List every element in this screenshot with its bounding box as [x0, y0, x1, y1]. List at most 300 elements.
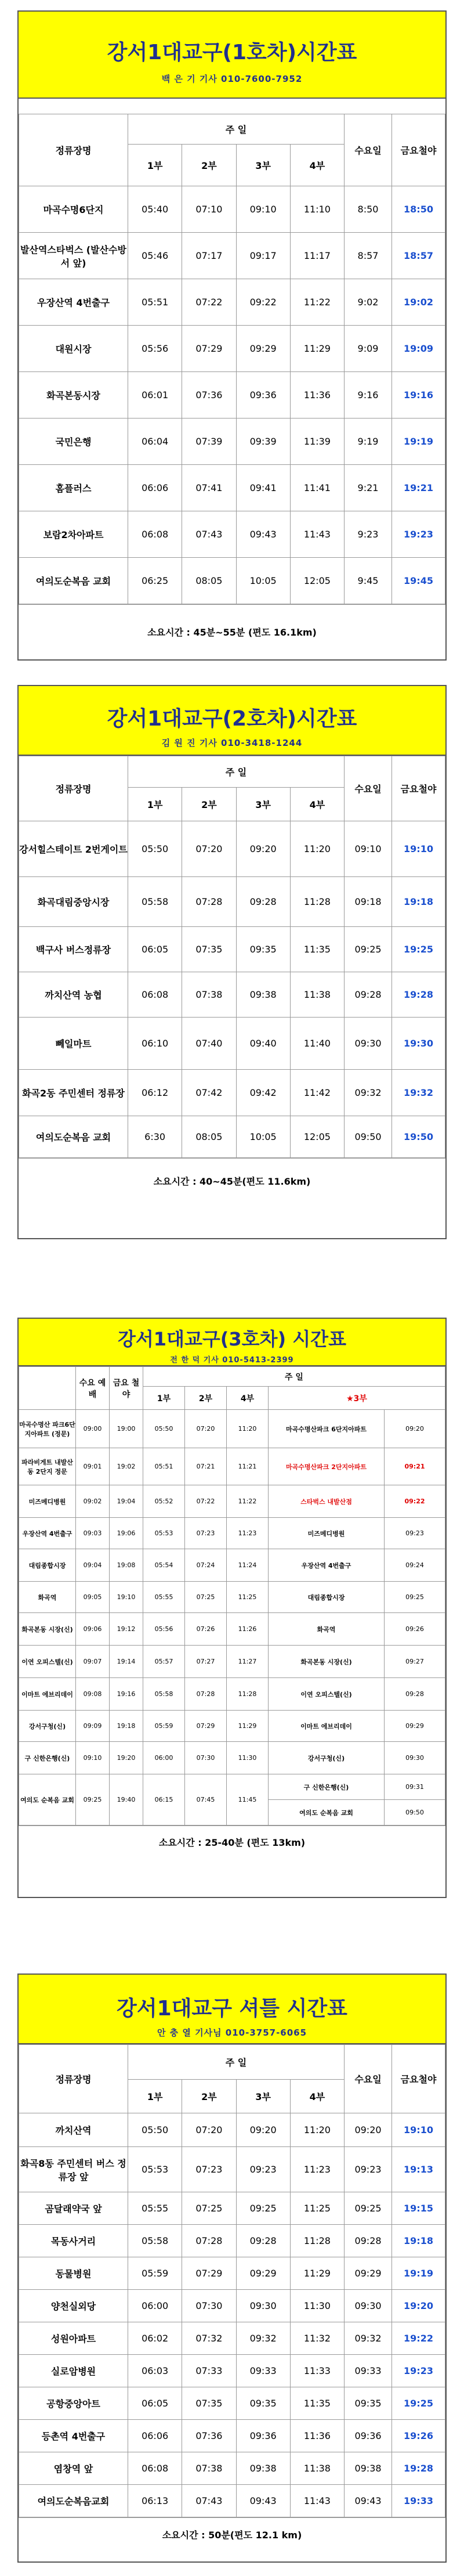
- stop-name: 화곡본동 시장(신): [19, 1613, 76, 1646]
- wed-time: 09:43: [345, 2485, 392, 2517]
- stop-name: 등촌역 4번출구: [19, 2420, 128, 2452]
- time-cell: 11:32: [290, 2322, 344, 2355]
- stop-name: 양천실외당: [19, 2290, 128, 2322]
- time-cell: 06:06: [128, 465, 182, 511]
- wed-time: 09:28: [345, 2225, 392, 2257]
- col-fri-header: 금요철야: [392, 2045, 445, 2113]
- time-cell: 09:25: [236, 2192, 290, 2225]
- time-cell: 11:38: [290, 972, 344, 1018]
- time-cell: 11:43: [290, 2485, 344, 2517]
- time-cell: 11:10: [290, 186, 344, 233]
- time-cell: 07:29: [182, 2257, 236, 2290]
- stop-name: 동물병원: [19, 2257, 128, 2290]
- table-row: [19, 821, 445, 877]
- table-row: [19, 1711, 445, 1742]
- time-cell: 07:35: [182, 2387, 236, 2420]
- table-row: [19, 2192, 445, 2225]
- stop-name: 뻬일마트: [19, 1018, 128, 1070]
- time-cell: 07:36: [182, 2420, 236, 2452]
- table-row: [19, 372, 445, 418]
- time-cell: 07:26: [185, 1613, 227, 1646]
- wed-time: 09:35: [345, 2387, 392, 2420]
- table-row: [19, 1646, 445, 1678]
- wed-time: 09:32: [345, 2322, 392, 2355]
- time-cell: 07:40: [182, 1018, 236, 1070]
- time-cell: 06:08: [128, 972, 182, 1018]
- service3-stop: 마곡수명산파크 2단지아파트: [269, 1448, 385, 1485]
- time-cell: 10:05: [236, 1116, 290, 1158]
- table-row: [19, 511, 445, 558]
- service3-time: 09:30: [385, 1742, 445, 1774]
- service3-stop: 마곡수명산파크 6단지아파트: [269, 1410, 385, 1448]
- time-cell: 08:05: [182, 1116, 236, 1158]
- table-row: [19, 279, 445, 326]
- col-service-1: 1부: [128, 788, 182, 821]
- time-cell: 12:05: [290, 558, 344, 604]
- fri-time: 19:02: [110, 1448, 143, 1485]
- wed-time: 09:33: [345, 2355, 392, 2387]
- card-header: [19, 1975, 445, 2044]
- fri-time: 19:25: [392, 927, 445, 972]
- time-cell: 05:51: [128, 279, 182, 326]
- wed-time: 09:23: [345, 2147, 392, 2192]
- table-row: [19, 1742, 445, 1774]
- stop-name: 홈플러스: [19, 465, 128, 511]
- wed-time: 09:02: [76, 1485, 110, 1518]
- stop-name: 이연 오피스텔(신): [19, 1646, 76, 1678]
- table-row: [19, 233, 445, 279]
- wed-time: 09:06: [76, 1613, 110, 1646]
- col-service-1: 1부: [128, 2080, 182, 2113]
- time-cell: 07:38: [182, 972, 236, 1018]
- time-cell: 11:17: [290, 233, 344, 279]
- stop-name: 화곡역: [19, 1582, 76, 1613]
- table-row: [19, 2147, 445, 2192]
- col-fri-header: 금요 철야: [110, 1367, 143, 1410]
- time-cell: 09:28: [236, 2225, 290, 2257]
- time-cell: 09:23: [236, 2147, 290, 2192]
- wed-time: 9:09: [345, 326, 392, 372]
- time-cell: 06:08: [128, 2452, 182, 2485]
- time-cell: 11:22: [227, 1485, 269, 1518]
- table-row: [19, 1582, 445, 1613]
- service3-stop: 화곡역: [269, 1613, 385, 1646]
- time-cell: 07:22: [185, 1485, 227, 1518]
- stop-name: 대원시장: [19, 326, 128, 372]
- col-wed-header: 수요 예배: [76, 1367, 110, 1410]
- stop-name: 까치산역 농협: [19, 972, 128, 1018]
- wed-time: 09:18: [345, 877, 392, 927]
- col-stop-header: 정류장명: [19, 114, 128, 186]
- table-row: [19, 1410, 445, 1448]
- col-service-2: 2부: [182, 2080, 236, 2113]
- stop-name: 목동사거리: [19, 2225, 128, 2257]
- time-cell: 06:01: [128, 372, 182, 418]
- time-cell: 11:25: [227, 1582, 269, 1613]
- col-wed-header: 수요일: [345, 2045, 392, 2113]
- time-cell: 07:21: [185, 1448, 227, 1485]
- col-service-2: 2부: [182, 145, 236, 186]
- card-title: 강서1대교구 셔틀 시간표: [117, 1997, 347, 2021]
- fri-time: 19:13: [392, 2147, 445, 2192]
- stop-name: 강서힐스테이트 2번게이트: [19, 821, 128, 877]
- wed-time: 09:08: [76, 1678, 110, 1711]
- time-cell: 05:58: [128, 2225, 182, 2257]
- service3-stop: 여의도 순복음 교회: [269, 1800, 385, 1825]
- time-cell: 11:35: [290, 927, 344, 972]
- timetable: [19, 1366, 445, 1825]
- time-cell: 09:36: [236, 372, 290, 418]
- time-cell: 09:39: [236, 418, 290, 465]
- wed-time: 09:38: [345, 2452, 392, 2485]
- stop-name: 염창역 앞: [19, 2452, 128, 2485]
- wed-time: 09:29: [345, 2257, 392, 2290]
- time-cell: 06:06: [128, 2420, 182, 2452]
- wed-time: 09:05: [76, 1582, 110, 1613]
- wed-time: 9:21: [345, 465, 392, 511]
- fri-time: 19:23: [392, 511, 445, 558]
- fri-time: 19:10: [392, 821, 445, 877]
- time-cell: 06:00: [128, 2290, 182, 2322]
- fri-time: 19:18: [392, 2225, 445, 2257]
- service3-time: 09:27: [385, 1646, 445, 1678]
- fri-time: 19:14: [110, 1646, 143, 1678]
- travel-time-footer: 소요시간 : 40~45분(편도 11.6km): [19, 1158, 445, 1205]
- fri-time: 19:19: [392, 2257, 445, 2290]
- fri-time: 18:50: [392, 186, 445, 233]
- service3-time: 09:26: [385, 1613, 445, 1646]
- table-row: [19, 927, 445, 972]
- wed-time: 09:30: [345, 1018, 392, 1070]
- fri-time: 19:20: [392, 2290, 445, 2322]
- service3-stop: 화곡본동 시장(신): [269, 1646, 385, 1678]
- wed-time: 09:09: [76, 1711, 110, 1742]
- col-stop-header: 정류장명: [19, 756, 128, 821]
- fri-time: 19:20: [110, 1742, 143, 1774]
- time-cell: 07:33: [182, 2355, 236, 2387]
- time-cell: 11:36: [290, 2420, 344, 2452]
- time-cell: 07:20: [182, 2113, 236, 2147]
- time-cell: 07:23: [185, 1518, 227, 1549]
- stop-name: 여의도 순복음 교회: [19, 1774, 76, 1825]
- time-cell: 06:03: [128, 2355, 182, 2387]
- time-cell: 09:40: [236, 1018, 290, 1070]
- time-cell: 06:15: [143, 1774, 185, 1825]
- stop-name: 우장산역 4번출구: [19, 1518, 76, 1549]
- service3-time: 09:24: [385, 1549, 445, 1582]
- fri-time: 19:08: [110, 1549, 143, 1582]
- fri-time: 19:40: [110, 1774, 143, 1825]
- service3-time: 09:29: [385, 1711, 445, 1742]
- fri-time: 19:28: [392, 972, 445, 1018]
- time-cell: 06:12: [128, 1070, 182, 1116]
- fri-time: 19:22: [392, 2322, 445, 2355]
- time-cell: 07:28: [182, 2225, 236, 2257]
- time-cell: 08:05: [182, 558, 236, 604]
- stop-name: 까치산역: [19, 2113, 128, 2147]
- time-cell: 11:20: [227, 1410, 269, 1448]
- col-sunday-header: 주 일: [128, 114, 345, 145]
- service3-time: 09:28: [385, 1678, 445, 1711]
- service3-stop: 이마트 에브리데이: [269, 1711, 385, 1742]
- stop-name: 여의도순복음 교회: [19, 558, 128, 604]
- time-cell: 07:30: [182, 2290, 236, 2322]
- card-title: 강서1대교구(3호차) 시간표: [117, 1328, 347, 1350]
- time-cell: 06:00: [143, 1742, 185, 1774]
- card-header: [19, 1319, 445, 1366]
- table-row: [19, 1518, 445, 1549]
- col-service-3-star: ★3부: [269, 1387, 445, 1410]
- table-row: [19, 465, 445, 511]
- table-row: [19, 2420, 445, 2452]
- wed-time: 09:36: [345, 2420, 392, 2452]
- time-cell: 11:38: [290, 2452, 344, 2485]
- col-fri-header: 금요철야: [392, 114, 445, 186]
- col-service-3: 3부: [236, 145, 290, 186]
- time-cell: 05:56: [128, 326, 182, 372]
- timetable: [19, 2044, 445, 2517]
- time-cell: 07:30: [185, 1742, 227, 1774]
- stop-name: 파라비게트 내발산동 2단지 정문: [19, 1448, 76, 1485]
- service3-stop: 대림종합시장: [269, 1582, 385, 1613]
- table-row: [19, 972, 445, 1018]
- service3-stop: 스타벅스 내발산점: [269, 1485, 385, 1518]
- time-cell: 09:35: [236, 2387, 290, 2420]
- time-cell: 11:29: [290, 2257, 344, 2290]
- table-row: [19, 1613, 445, 1646]
- time-cell: 09:41: [236, 465, 290, 511]
- time-cell: 07:25: [185, 1582, 227, 1613]
- card-title: 강서1대교구(1호차)시간표: [107, 41, 357, 64]
- time-cell: 11:29: [290, 326, 344, 372]
- time-cell: 07:36: [182, 372, 236, 418]
- wed-time: 09:25: [345, 2192, 392, 2225]
- table-row: [19, 326, 445, 372]
- col-service-4: 4부: [290, 145, 344, 186]
- time-cell: 11:26: [227, 1613, 269, 1646]
- table-row: [19, 2355, 445, 2387]
- wed-time: 09:01: [76, 1448, 110, 1485]
- table-row: [19, 1116, 445, 1158]
- wed-time: 09:07: [76, 1646, 110, 1678]
- time-cell: 07:17: [182, 233, 236, 279]
- fri-time: 19:18: [110, 1711, 143, 1742]
- col-service-3: 3부: [236, 2080, 290, 2113]
- fri-time: 18:57: [392, 233, 445, 279]
- wed-time: 8:57: [345, 233, 392, 279]
- time-cell: 05:46: [128, 233, 182, 279]
- col-sunday-header: 주 일: [143, 1367, 445, 1387]
- time-cell: 07:28: [182, 877, 236, 927]
- stop-name: 발산역스타벅스 (발산수방서 앞): [19, 233, 128, 279]
- time-cell: 09:29: [236, 2257, 290, 2290]
- stop-name: 곰달래약국 앞: [19, 2192, 128, 2225]
- time-cell: 05:53: [143, 1518, 185, 1549]
- col-service-2: 2부: [185, 1387, 227, 1410]
- wed-time: 09:10: [76, 1742, 110, 1774]
- fri-time: 19:12: [110, 1613, 143, 1646]
- time-cell: 09:33: [236, 2355, 290, 2387]
- time-cell: 05:52: [143, 1485, 185, 1518]
- service3-time: 09:31: [385, 1774, 445, 1800]
- wed-time: 9:16: [345, 372, 392, 418]
- wed-time: 9:02: [345, 279, 392, 326]
- col-stop-header: [19, 1367, 76, 1410]
- time-cell: 06:05: [128, 927, 182, 972]
- fri-time: 19:45: [392, 558, 445, 604]
- time-cell: 05:57: [143, 1646, 185, 1678]
- time-cell: 11:25: [290, 2192, 344, 2225]
- table-row: [19, 186, 445, 233]
- fri-time: 19:18: [392, 877, 445, 927]
- table-row: [19, 2322, 445, 2355]
- time-cell: 07:24: [185, 1549, 227, 1582]
- table-row: [19, 877, 445, 927]
- table-row: [19, 1018, 445, 1070]
- fri-time: 19:16: [110, 1678, 143, 1711]
- service3-time: 09:50: [385, 1800, 445, 1825]
- col-service-1: 1부: [143, 1387, 185, 1410]
- col-wed-header: 수요일: [345, 114, 392, 186]
- timetable: [19, 114, 445, 604]
- time-cell: 07:23: [182, 2147, 236, 2192]
- fri-time: 19:00: [110, 1410, 143, 1448]
- travel-time-footer: 소요시간 : 50분(편도 12.1 km): [19, 2517, 445, 2553]
- table-row: [19, 2225, 445, 2257]
- card-header: [19, 686, 445, 756]
- time-cell: 11:23: [227, 1518, 269, 1549]
- time-cell: 07:20: [185, 1410, 227, 1448]
- time-cell: 09:17: [236, 233, 290, 279]
- service3-time: 09:20: [385, 1410, 445, 1448]
- wed-time: 09:00: [76, 1410, 110, 1448]
- time-cell: 05:59: [128, 2257, 182, 2290]
- time-cell: 05:40: [128, 186, 182, 233]
- time-cell: 05:51: [143, 1448, 185, 1485]
- fri-time: 19:16: [392, 372, 445, 418]
- time-cell: 06:05: [128, 2387, 182, 2420]
- service3-time: 09:23: [385, 1518, 445, 1549]
- time-cell: 11:41: [290, 465, 344, 511]
- time-cell: 11:42: [290, 1070, 344, 1116]
- time-cell: 09:42: [236, 1070, 290, 1116]
- stop-name: 여의도순복음 교회: [19, 1116, 128, 1158]
- service3-stop: 우장산역 4번출구: [269, 1549, 385, 1582]
- fri-time: 19:10: [110, 1582, 143, 1613]
- driver-info: 김 원 진 기사 010-3418-1244: [161, 738, 303, 748]
- time-cell: 06:08: [128, 511, 182, 558]
- stop-name: 백구사 버스정류장: [19, 927, 128, 972]
- card-title: 강서1대교구(2호차)시간표: [107, 707, 357, 731]
- time-cell: 11:40: [290, 1018, 344, 1070]
- time-cell: 11:33: [290, 2355, 344, 2387]
- travel-time-footer: 소요시간 : 45분~55분 (편도 16.1km): [19, 604, 445, 661]
- time-cell: 07:39: [182, 418, 236, 465]
- table-row: [19, 1485, 445, 1518]
- time-cell: 07:32: [182, 2322, 236, 2355]
- stop-name: 대림종합시장: [19, 1549, 76, 1582]
- col-service-4: 4부: [227, 1387, 269, 1410]
- table-row: [19, 558, 445, 604]
- time-cell: 09:20: [236, 821, 290, 877]
- stop-name: 마곡수명산 파크6단지아파트 (정문): [19, 1410, 76, 1448]
- time-cell: 06:04: [128, 418, 182, 465]
- schedule-card-1: [17, 10, 447, 661]
- time-cell: 09:30: [236, 2290, 290, 2322]
- driver-info: 전 한 덕 기사 010-5413-2399: [170, 1356, 294, 1365]
- fri-time: 19:02: [392, 279, 445, 326]
- table-row: [19, 1448, 445, 1485]
- time-cell: 11:20: [290, 821, 344, 877]
- time-cell: 05:50: [128, 821, 182, 877]
- time-cell: 09:36: [236, 2420, 290, 2452]
- time-cell: 09:20: [236, 2113, 290, 2147]
- time-cell: 11:21: [227, 1448, 269, 1485]
- time-cell: 11:28: [290, 2225, 344, 2257]
- time-cell: 05:55: [128, 2192, 182, 2225]
- time-cell: 09:32: [236, 2322, 290, 2355]
- time-cell: 06:10: [128, 1018, 182, 1070]
- time-cell: 11:43: [290, 511, 344, 558]
- wed-time: 09:28: [345, 972, 392, 1018]
- fri-time: 19:32: [392, 1070, 445, 1116]
- schedule-card-2: [17, 685, 447, 1239]
- stop-name: 화곡2동 주민센터 정류장: [19, 1070, 128, 1116]
- time-cell: 11:28: [290, 877, 344, 927]
- time-cell: 07:43: [182, 2485, 236, 2517]
- fri-time: 19:50: [392, 1116, 445, 1158]
- time-cell: 11:30: [227, 1742, 269, 1774]
- col-wed-header: 수요일: [345, 756, 392, 821]
- wed-time: 9:23: [345, 511, 392, 558]
- time-cell: 09:29: [236, 326, 290, 372]
- wed-time: 09:25: [76, 1774, 110, 1825]
- time-cell: 11:20: [290, 2113, 344, 2147]
- time-cell: 07:28: [185, 1678, 227, 1711]
- time-cell: 05:58: [143, 1678, 185, 1711]
- table-row: [19, 2485, 445, 2517]
- wed-time: 09:30: [345, 2290, 392, 2322]
- time-cell: 06:02: [128, 2322, 182, 2355]
- rows-card-2: [19, 821, 445, 1158]
- col-fri-header: 금요철야: [392, 756, 445, 821]
- col-service-2: 2부: [182, 788, 236, 821]
- table-row: [19, 418, 445, 465]
- time-cell: 11:28: [227, 1678, 269, 1711]
- table-row: [19, 1549, 445, 1582]
- table-row: [19, 1774, 445, 1800]
- service3-stop: 이연 오피스텔(신): [269, 1678, 385, 1711]
- stop-name: 화곡대림중앙시장: [19, 877, 128, 927]
- time-cell: 11:36: [290, 372, 344, 418]
- fri-time: 19:21: [392, 465, 445, 511]
- table-row: [19, 2290, 445, 2322]
- table-row: [19, 1678, 445, 1711]
- wed-time: 09:10: [345, 821, 392, 877]
- fri-time: 19:23: [392, 2355, 445, 2387]
- wed-time: 09:03: [76, 1518, 110, 1549]
- stop-name: 화곡8동 주민센터 버스 정류장 앞: [19, 2147, 128, 2192]
- driver-info: 백 은 기 기사 010-7600-7952: [161, 74, 303, 84]
- fri-time: 19:09: [392, 326, 445, 372]
- time-cell: 05:59: [143, 1711, 185, 1742]
- time-cell: 09:43: [236, 2485, 290, 2517]
- time-cell: 07:29: [185, 1711, 227, 1742]
- wed-time: 8:50: [345, 186, 392, 233]
- wed-time: 9:45: [345, 558, 392, 604]
- col-stop-header: 정류장명: [19, 2045, 128, 2113]
- time-cell: 07:22: [182, 279, 236, 326]
